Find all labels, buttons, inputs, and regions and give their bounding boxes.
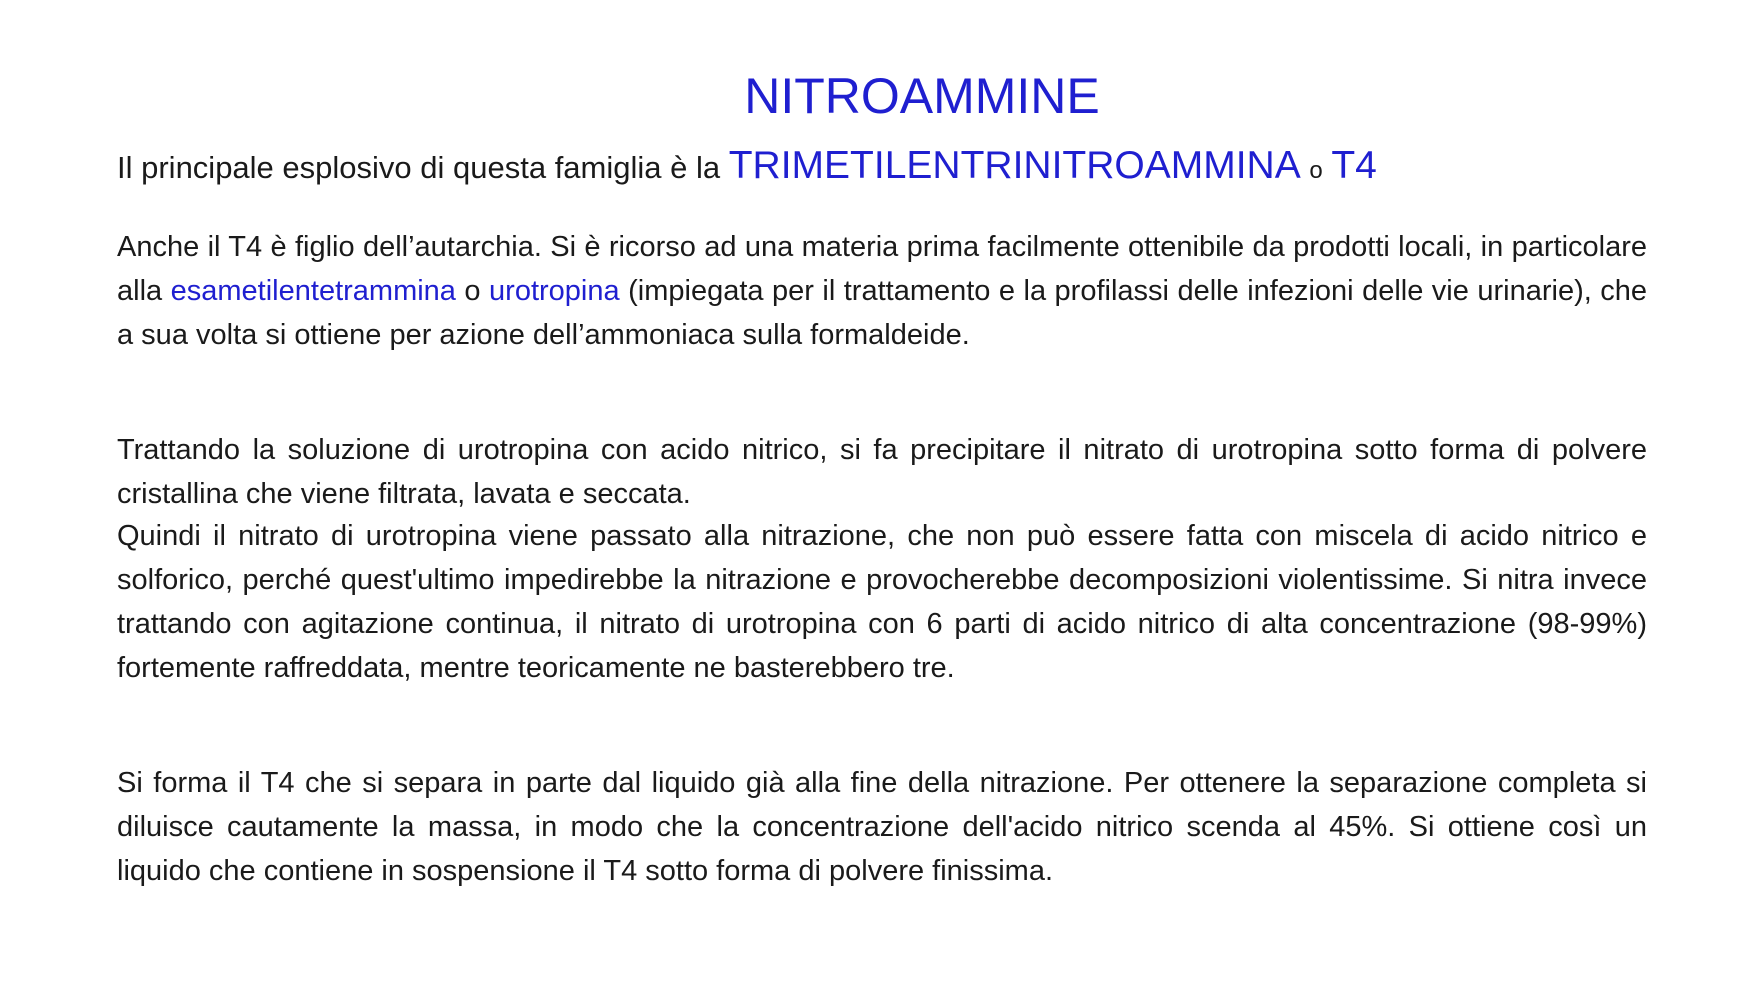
paragraph-nitrazione: Quindi il nitrato di urotropina viene passato alla nitrazione, che non può essere fatta con miscela di acido nitrico e solforico, perché quest'ultimo impedirebbe la nitrazione e provocherebbe decomposizioni violentissime. Si nitra invece trattando con agitazione continua, il nitrato di urotropina con 6 parti di acido nitrico di alta concentrazione (98-99%) fortemente raffreddata, mentre teoricamente ne basterebbero tre. [117,520,1647,684]
intro-highlight: TRIMETILENTRINITROAMMINA [728,144,1301,187]
paragraph-separazione: Si forma il T4 che si separa in parte dal liquido già alla fine della nitrazione. Per ottenere la separazione completa si diluisce cautamente la massa, in modo che la concentrazione dell'acido nitrico scenda al 45%. Si ottiene così un liquido che contiene in sospensione il T4 sotto forma di polvere finissima. [117,767,1647,887]
paragraph-1-connector: o [464,275,481,307]
term-esametilentetrammina: esametilentetrammina [170,275,456,307]
paragraph-1-text-a: Anche il T4 è figlio dell’autarchia. Si è ricorso ad una materia prima facilmente ottenibile da prodotti locali, in particolare alla [117,231,1647,307]
paragraph-precipitazione: Trattando la soluzione di urotropina con acido nitrico, si fa precipitare il nitrato di urotropina sotto forma di polvere cristallina che viene filtrata, lavata e seccata. [117,434,1647,510]
intro-text: Il principale esplosivo di questa famiglia è la [117,150,721,185]
paragraph-1-text-b: (impiegata per il trattamento e la profilassi delle infezioni delle vie urinarie), che a sua volta si ottiene per azione dell’ammoniaca sulla formaldeide. [117,275,1648,351]
paragraph-autarchia [117,225,1647,357]
intro-connector: o [1309,157,1323,184]
intro-line [117,144,1657,193]
intro-abbrev: T4 [1331,144,1377,187]
term-urotropina: urotropina [489,275,620,307]
slide-title: NITROAMMINE [744,68,1100,124]
